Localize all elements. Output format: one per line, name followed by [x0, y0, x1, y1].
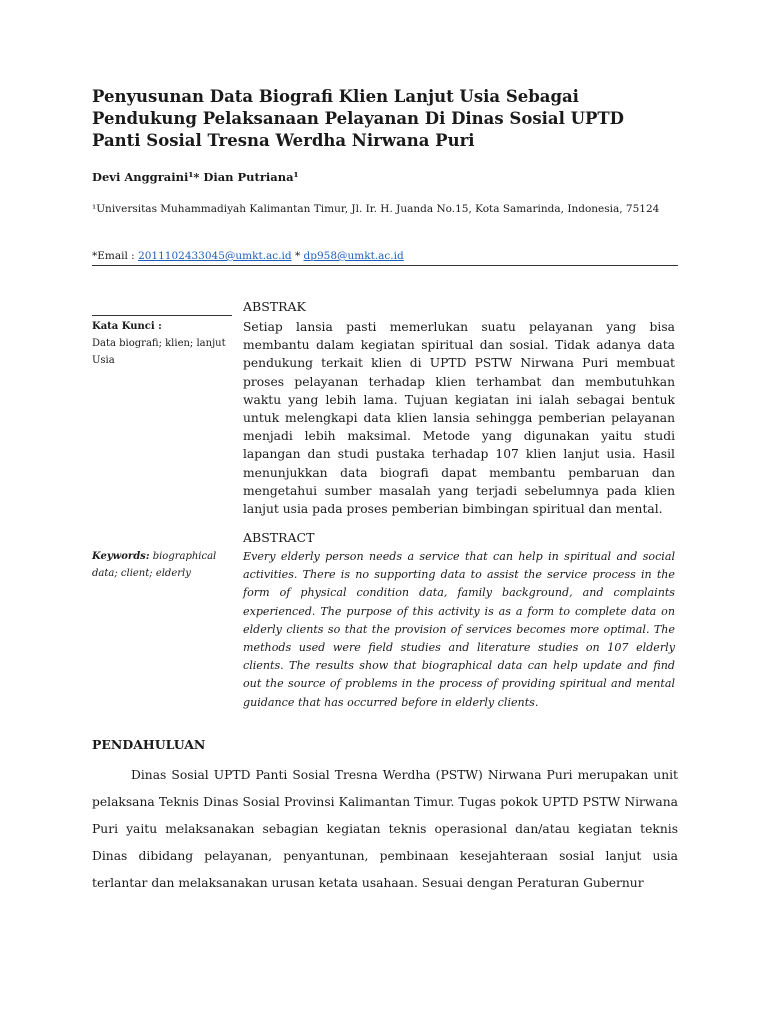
intro-paragraph: Dinas Sosial UPTD Panti Sosial Tresna Werdha (PSTW) Nirwana Puri merupakan unit pelaksana Teknis Dinas Sosial Provinsi Kalimantan Timur. Tugas pokok UPTD PSTW Nirwana Puri yaitu melaksanakan sebagian kegiatan teknis operasional dan/atau kegiatan teknis Dinas dibidang pelayanan, penyantunan, pembinaan kesejahteraan sosial lanjut usia terlantar dan melaksanakan urusan ketata usahaan. Sesuai dengan Peraturan Gubernur	[92, 768, 678, 890]
section-heading-pendahuluan: PENDAHULUAN	[92, 737, 206, 752]
keywords-divider	[92, 315, 232, 316]
kata-kunci-label: Kata Kunci :	[92, 321, 162, 332]
paper-title: Penyusunan Data Biografi Klien Lanjut Usia Sebagai Pendukung Pelaksanaan Pelayanan Di Dinas Sosial UPTD Panti Sosial Tresna Werdha Nirwana Puri	[92, 87, 624, 150]
abstrak-body: Setiap lansia pasti memerlukan suatu pelayanan yang bisa membantu dalam kegiatan spiritual dan sosial. Tidak adanya data pendukung terkait klien di UPTD PSTW Nirwana Puri membuat proses pelayanan terhadap klien terhambat dan membutuhkan waktu yang lebih lama. Tujuan kegiatan ini ialah sebagai bentuk untuk melengkapi data klien lansia sehingga pemberian pelayanan menjadi lebih maksimal. Metode yang digunakan yaitu studi lapangan dan studi pustaka terhadap 107 klien lanjut usia. Hasil menunjukkan data biografi dapat membantu pembaruan dan mengetahui sumber masalah yang terjadi sebelumnya pada klien lanjut usia pada proses pemberian bimbingan spiritual dan mental.	[243, 320, 675, 517]
email-separator: *	[291, 250, 304, 262]
email-link-1[interactable]: 2011102433045@umkt.ac.id	[138, 250, 292, 262]
kata-kunci-text: Data biografi; klien; lanjut Usia	[92, 338, 226, 366]
keywords-block	[92, 548, 227, 582]
abstract-heading: ABSTRACT	[243, 530, 315, 545]
kata-kunci-block	[92, 318, 227, 369]
abstract-body: Every elderly person needs a service that can help in spiritual and social activities. There is no supporting data to assist the service process in the form of physical condition data, family background, and complaints experienced. The purpose of this activity is as a form to complete data on elderly clients so that the provision of services becomes more optimal. The methods used were field studies and literature studies on 107 elderly clients. The results show that biographical data can help update and find out the source of problems in the process of providing spiritual and mental guidance that has occurred before in elderly clients.	[243, 550, 675, 709]
author-list: Devi Anggraini¹* Dian Putriana¹	[92, 170, 299, 184]
affiliation: ¹Universitas Muhammadiyah Kalimantan Timur, Jl. Ir. H. Juanda No.15, Kota Samarinda, Indonesia, 75124	[92, 203, 660, 215]
abstrak-heading: ABSTRAK	[243, 299, 306, 314]
header-divider	[92, 265, 678, 266]
email-link-2[interactable]: dp958@umkt.ac.id	[303, 250, 404, 262]
keywords-label: Keywords:	[92, 551, 150, 562]
email-label: *Email :	[92, 250, 139, 262]
email-line	[92, 250, 404, 262]
keywords-text: biographical data; client; elderly	[92, 551, 217, 579]
